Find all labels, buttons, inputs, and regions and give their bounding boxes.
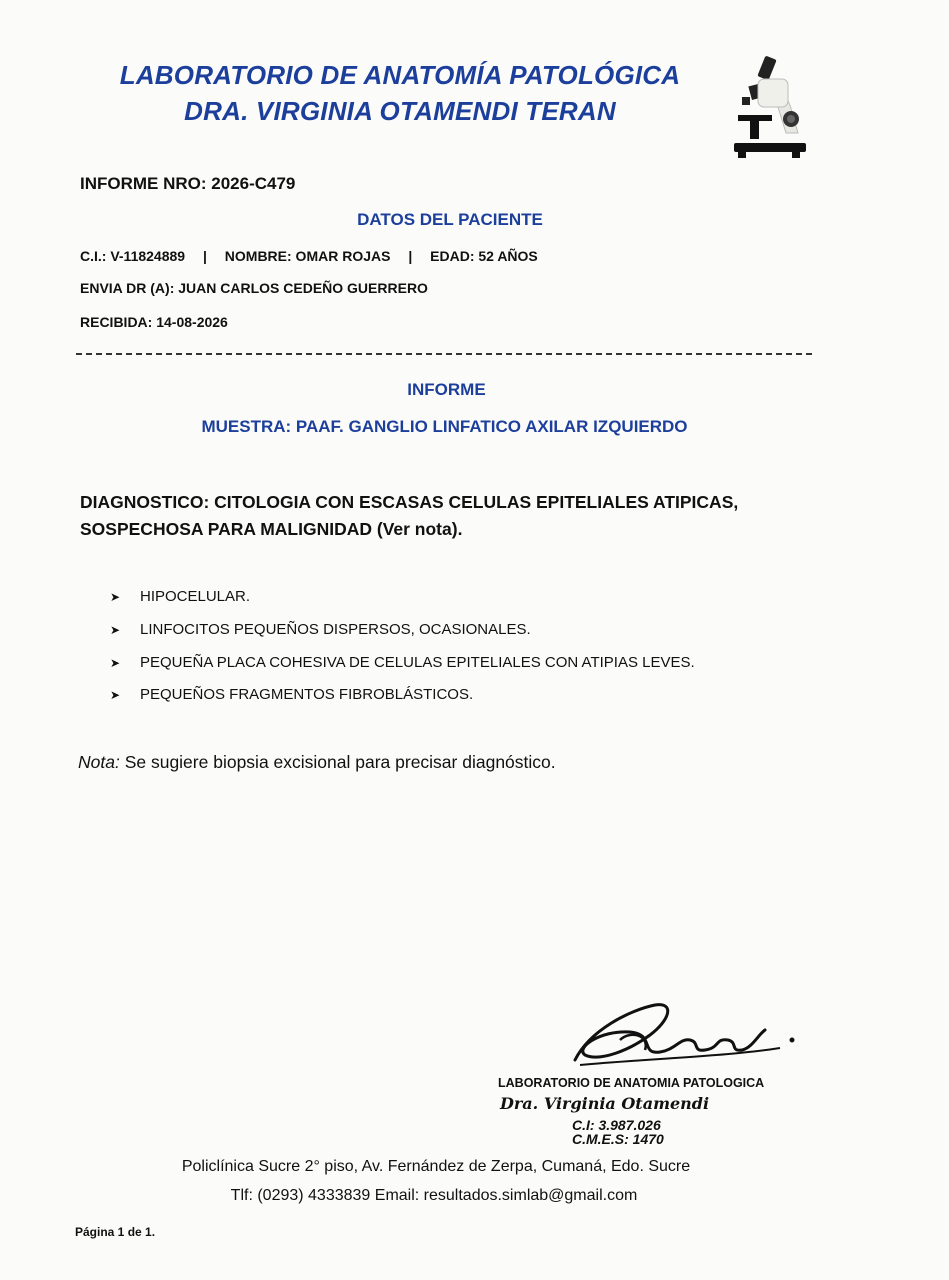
- arrow-bullet-icon: ➤: [110, 655, 121, 670]
- separator: |: [408, 248, 413, 264]
- report-number: INFORME NRO: 2026-C479: [80, 174, 296, 193]
- finding-text: LINFOCITOS PEQUEÑOS DISPERSOS, OCASIONALES.: [140, 621, 531, 638]
- patient-name: NOMBRE: OMAR ROJAS: [224, 248, 391, 264]
- arrow-bullet-icon: ➤: [110, 622, 121, 637]
- microscope-icon: [728, 55, 813, 160]
- note: [78, 752, 556, 773]
- note-label: Nota:: [78, 752, 120, 772]
- stamp-lab-name: LABORATORIO DE ANATOMIA PATOLOGICA: [498, 1076, 765, 1090]
- patient-age: EDAD: 52 AÑOS: [430, 248, 538, 264]
- patient-id: C.I.: V-11824889: [80, 248, 186, 264]
- signature-stamp: [480, 990, 820, 1150]
- section-divider: [76, 353, 812, 355]
- sample-description: MUESTRA: PAAF. GANGLIO LINFATICO AXILAR IZQUIERDO: [201, 417, 688, 436]
- list-item: [110, 686, 473, 703]
- stamp-doctor-name: Dra. Virginia Otamendi: [500, 1094, 710, 1113]
- finding-text: PEQUEÑA PLACA COHESIVA DE CELULAS EPITELIALES CON ATIPIAS LEVES.: [140, 654, 695, 671]
- page-number: Página 1 de 1.: [75, 1225, 156, 1239]
- diagnosis-line2: SOSPECHOSA PARA MALIGNIDAD (Ver nota).: [80, 519, 463, 539]
- patient-section-title: DATOS DEL PACIENTE: [357, 210, 543, 229]
- stamp-ci: C.I: 3.987.026: [572, 1117, 661, 1133]
- list-item: [110, 588, 250, 605]
- diagnosis-line1: DIAGNOSTICO: CITOLOGIA CON ESCASAS CELULAS EPITELIALES ATIPICAS,: [80, 492, 739, 512]
- arrow-bullet-icon: ➤: [110, 589, 121, 604]
- footer-contact: Tlf: (0293) 4333839 Email: resultados.simlab@gmail.com: [230, 1187, 638, 1204]
- informe-title: INFORME: [407, 380, 486, 399]
- finding-text: HIPOCELULAR.: [140, 588, 251, 605]
- finding-text: PEQUEÑOS FRAGMENTOS FIBROBLÁSTICOS.: [140, 686, 474, 703]
- lab-name-title: LABORATORIO DE ANATOMÍA PATOLÓGICA: [119, 60, 681, 90]
- arrow-bullet-icon: ➤: [110, 687, 121, 702]
- patient-info-line: [80, 248, 538, 264]
- separator: |: [202, 248, 207, 264]
- list-item: [110, 654, 695, 671]
- note-text: Se sugiere biopsia excisional para precisar diagnóstico.: [119, 752, 556, 772]
- list-item: [110, 621, 531, 638]
- stamp-cmes: C.M.E.S: 1470: [572, 1131, 664, 1147]
- doctor-name-title: DRA. VIRGINIA OTAMENDI TERAN: [184, 96, 616, 126]
- referring-doctor: ENVIA DR (A): JUAN CARLOS CEDEÑO GUERRERO: [80, 280, 428, 296]
- signature-icon: [480, 990, 820, 1080]
- footer-address: Policlínica Sucre 2° piso, Av. Fernández de Zerpa, Cumaná, Edo. Sucre: [181, 1158, 691, 1175]
- received-date: RECIBIDA: 14-08-2026: [80, 314, 228, 330]
